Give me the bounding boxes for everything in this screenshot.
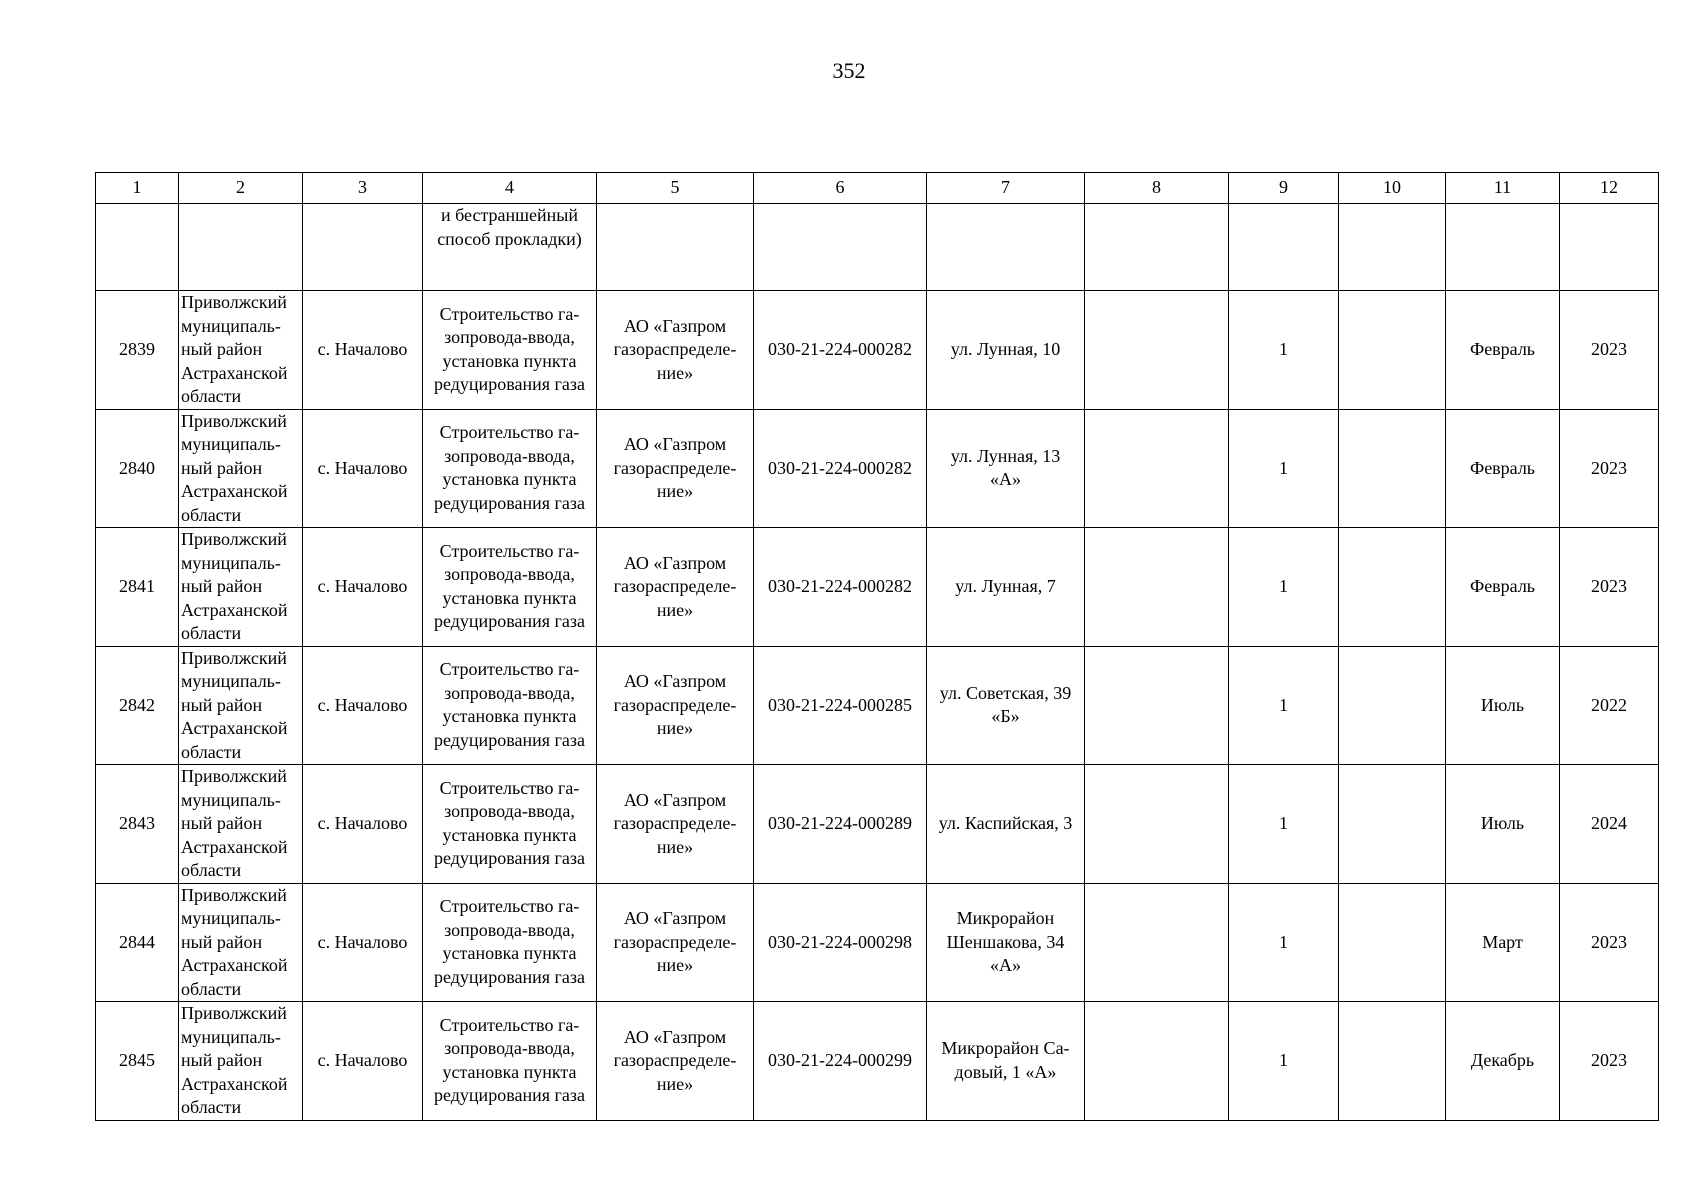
cell-line: АО «Газпром: [623, 552, 727, 573]
column-header: 3: [303, 173, 423, 204]
cell-line: области: [181, 504, 242, 525]
settlement-cell: с. Началово: [303, 646, 423, 765]
column-9-cell: 1: [1229, 765, 1339, 884]
object-code-cell: 030-21-224-000282: [754, 409, 927, 528]
cell-line: Астраханской: [181, 599, 288, 620]
table-row: [96, 1002, 1659, 1121]
column-10-cell: [1339, 646, 1446, 765]
column-9-cell: 1: [1229, 1002, 1339, 1121]
table-row: [96, 409, 1659, 528]
settlement-cell: с. Началово: [303, 409, 423, 528]
table-cell: [1446, 204, 1560, 291]
address-cell: [927, 646, 1085, 765]
cell-line: Строительство га-: [439, 659, 580, 680]
column-9-cell: 1: [1229, 291, 1339, 410]
organization-cell: [597, 291, 754, 410]
cell-line: ный район: [181, 694, 263, 715]
table-cell: [1560, 204, 1659, 291]
table-row: [96, 291, 1659, 410]
row-number-cell: 2839: [96, 291, 179, 410]
table-row: [96, 528, 1659, 647]
header-row: [96, 173, 1659, 204]
cell-line: ный район: [181, 931, 263, 952]
table-row: [96, 765, 1659, 884]
table-cell: [96, 204, 179, 291]
district-cell: [179, 1002, 303, 1121]
address-cell: [927, 409, 1085, 528]
table-cell: [597, 204, 754, 291]
table-row: [96, 883, 1659, 1002]
cell-line: редуцирования газа: [434, 611, 585, 632]
continued-work-cell: [423, 204, 597, 291]
cell-line: ул. Лунная, 13: [950, 445, 1061, 466]
cell-line: муниципаль-: [181, 1026, 281, 1047]
year-cell: 2023: [1560, 291, 1659, 410]
table-cell: [1339, 204, 1446, 291]
address-cell: [927, 765, 1085, 884]
object-code-cell: 030-21-224-000282: [754, 291, 927, 410]
cell-line: ул. Лунная, 7: [955, 576, 1056, 596]
cell-line: ние»: [656, 481, 694, 501]
object-code-cell: 030-21-224-000289: [754, 765, 927, 884]
work-cell: [423, 409, 597, 528]
cell-line: области: [181, 741, 242, 762]
cell-line: Астраханской: [181, 481, 288, 501]
cell-line: редуцирования газа: [434, 966, 585, 987]
cell-line: газораспределе-: [613, 576, 737, 596]
row-number-cell: 2842: [96, 646, 179, 765]
cell-line: газораспределе-: [613, 339, 737, 359]
cell-line: муниципаль-: [181, 671, 281, 691]
cell-line: ул. Каспийская, 3: [938, 813, 1073, 833]
cell-line: зопровода-ввода,: [444, 564, 575, 585]
column-8-cell: [1085, 528, 1229, 647]
month-cell: Июль: [1446, 765, 1560, 884]
cell-line: АО «Газпром: [623, 315, 727, 336]
column-8-cell: [1085, 409, 1229, 528]
address-cell: [927, 528, 1085, 647]
work-cell: [423, 765, 597, 884]
continuation-row: [96, 204, 1659, 291]
cell-line: ный район: [181, 576, 263, 596]
cell-line: области: [181, 978, 242, 999]
settlement-cell: с. Началово: [303, 528, 423, 647]
cell-line: газораспределе-: [613, 457, 737, 478]
organization-cell: [597, 765, 754, 884]
cell-line: редуцирования газа: [434, 1085, 585, 1106]
settlement-cell: с. Началово: [303, 1002, 423, 1121]
district-cell: [179, 883, 303, 1002]
cell-line: способ прокладки): [437, 228, 582, 249]
address-cell: [927, 291, 1085, 410]
table-row: [96, 646, 1659, 765]
cell-line: редуцирования газа: [434, 492, 585, 513]
column-9-cell: 1: [1229, 883, 1339, 1002]
row-number-cell: 2844: [96, 883, 179, 1002]
cell-line: газораспределе-: [613, 694, 737, 715]
cell-line: Микрорайон Са-: [941, 1038, 1070, 1059]
cell-line: зопровода-ввода,: [444, 919, 575, 940]
cell-line: муниципаль-: [181, 789, 281, 810]
cell-line: ул. Лунная, 10: [950, 339, 1061, 359]
organization-cell: [597, 409, 754, 528]
cell-line: муниципаль-: [181, 552, 281, 573]
organization-cell: [597, 883, 754, 1002]
table-cell: [1085, 204, 1229, 291]
cell-line: «А»: [990, 469, 1021, 490]
column-8-cell: [1085, 1002, 1229, 1121]
table-cell: [754, 204, 927, 291]
cell-line: «А»: [990, 955, 1021, 975]
work-cell: [423, 291, 597, 410]
cell-line: Астраханской: [181, 718, 288, 738]
object-code-cell: 030-21-224-000285: [754, 646, 927, 765]
cell-line: Приволжский: [181, 410, 287, 431]
column-10-cell: [1339, 765, 1446, 884]
row-number-cell: 2840: [96, 409, 179, 528]
month-cell: Февраль: [1446, 409, 1560, 528]
cell-line: установка пункта: [442, 706, 577, 727]
cell-line: Приволжский: [181, 529, 287, 549]
row-number-cell: 2843: [96, 765, 179, 884]
organization-cell: [597, 1002, 754, 1121]
work-cell: [423, 1002, 597, 1121]
cell-line: установка пункта: [442, 1061, 577, 1082]
year-cell: 2023: [1560, 528, 1659, 647]
column-9-cell: 1: [1229, 409, 1339, 528]
cell-line: установка пункта: [442, 587, 577, 608]
cell-line: зопровода-ввода,: [444, 682, 575, 703]
cell-line: установка пункта: [442, 943, 577, 964]
cell-line: зопровода-ввода,: [444, 1038, 575, 1059]
cell-line: Строительство га-: [439, 896, 580, 917]
column-header: 11: [1446, 173, 1560, 204]
work-cell: [423, 646, 597, 765]
cell-line: области: [181, 623, 242, 643]
month-cell: Март: [1446, 883, 1560, 1002]
cell-line: муниципаль-: [181, 908, 281, 928]
cell-line: области: [181, 386, 242, 406]
cell-line: газораспределе-: [613, 931, 737, 952]
cell-line: муниципаль-: [181, 434, 281, 454]
cell-line: ние»: [656, 1073, 694, 1094]
district-cell: [179, 528, 303, 647]
table-cell: [179, 204, 303, 291]
column-header: 6: [754, 173, 927, 204]
cell-line: Астраханской: [181, 955, 288, 975]
organization-cell: [597, 646, 754, 765]
cell-line: Приволжский: [181, 1003, 287, 1023]
column-8-cell: [1085, 883, 1229, 1002]
year-cell: 2022: [1560, 646, 1659, 765]
object-code-cell: 030-21-224-000298: [754, 883, 927, 1002]
district-cell: [179, 291, 303, 410]
cell-line: АО «Газпром: [623, 671, 727, 691]
cell-line: Микрорайон: [956, 908, 1055, 928]
cell-line: муниципаль-: [181, 315, 281, 336]
cell-line: ул. Советская, 39: [939, 682, 1072, 703]
cell-line: зопровода-ввода,: [444, 327, 575, 348]
column-header: 2: [179, 173, 303, 204]
cell-line: Приволжский: [181, 884, 287, 905]
column-header: 5: [597, 173, 754, 204]
cell-line: «Б»: [991, 706, 1020, 727]
year-cell: 2023: [1560, 1002, 1659, 1121]
cell-line: Приволжский: [181, 292, 287, 312]
cell-line: установка пункта: [442, 469, 577, 490]
cell-line: и бестраншейный: [440, 205, 579, 225]
cell-line: ние»: [656, 955, 694, 975]
work-cell: [423, 883, 597, 1002]
cell-line: ный район: [181, 1050, 263, 1070]
cell-line: Астраханской: [181, 1073, 288, 1094]
cell-line: ние»: [656, 718, 694, 738]
cell-line: установка пункта: [442, 824, 577, 845]
settlement-cell: с. Началово: [303, 765, 423, 884]
cell-line: Шеншакова, 34: [946, 931, 1065, 952]
column-header: 9: [1229, 173, 1339, 204]
address-cell: [927, 1002, 1085, 1121]
column-10-cell: [1339, 1002, 1446, 1121]
district-cell: [179, 646, 303, 765]
column-10-cell: [1339, 291, 1446, 410]
year-cell: 2024: [1560, 765, 1659, 884]
object-code-cell: 030-21-224-000299: [754, 1002, 927, 1121]
month-cell: Июль: [1446, 646, 1560, 765]
address-cell: [927, 883, 1085, 1002]
cell-line: зопровода-ввода,: [444, 801, 575, 822]
column-header: 7: [927, 173, 1085, 204]
column-header: 4: [423, 173, 597, 204]
year-cell: 2023: [1560, 883, 1659, 1002]
settlement-cell: с. Началово: [303, 291, 423, 410]
cell-line: Строительство га-: [439, 422, 580, 443]
cell-line: довый, 1 «А»: [954, 1061, 1057, 1082]
row-number-cell: 2845: [96, 1002, 179, 1121]
organization-cell: [597, 528, 754, 647]
cell-line: ние»: [656, 599, 694, 620]
data-table: [95, 172, 1659, 1121]
cell-line: АО «Газпром: [623, 789, 727, 810]
cell-line: Приволжский: [181, 647, 287, 668]
column-header: 10: [1339, 173, 1446, 204]
year-cell: 2023: [1560, 409, 1659, 528]
column-8-cell: [1085, 291, 1229, 410]
column-10-cell: [1339, 409, 1446, 528]
column-header: 8: [1085, 173, 1229, 204]
cell-line: Приволжский: [181, 766, 287, 786]
column-header: 12: [1560, 173, 1659, 204]
month-cell: Декабрь: [1446, 1002, 1560, 1121]
cell-line: ние»: [656, 362, 694, 383]
cell-line: редуцирования газа: [434, 848, 585, 869]
column-8-cell: [1085, 765, 1229, 884]
cell-line: АО «Газпром: [623, 1026, 727, 1047]
row-number-cell: 2841: [96, 528, 179, 647]
table-cell: [303, 204, 423, 291]
cell-line: Строительство га-: [439, 777, 580, 798]
column-10-cell: [1339, 883, 1446, 1002]
page-number: 352: [832, 58, 866, 83]
cell-line: газораспределе-: [613, 1050, 737, 1070]
cell-line: ный район: [181, 457, 263, 478]
cell-line: газораспределе-: [613, 813, 737, 833]
object-code-cell: 030-21-224-000282: [754, 528, 927, 647]
settlement-cell: с. Началово: [303, 883, 423, 1002]
cell-line: редуцирования газа: [434, 729, 585, 750]
cell-line: ние»: [656, 836, 694, 857]
cell-line: Строительство га-: [439, 1014, 580, 1035]
cell-line: Строительство га-: [439, 540, 580, 561]
district-cell: [179, 409, 303, 528]
column-10-cell: [1339, 528, 1446, 647]
column-9-cell: 1: [1229, 646, 1339, 765]
column-8-cell: [1085, 646, 1229, 765]
cell-line: Строительство га-: [439, 303, 580, 324]
cell-line: редуцирования газа: [434, 374, 585, 395]
month-cell: Февраль: [1446, 291, 1560, 410]
cell-line: АО «Газпром: [623, 434, 727, 454]
cell-line: области: [181, 1097, 242, 1117]
cell-line: установка пункта: [442, 350, 577, 371]
cell-line: области: [181, 860, 242, 880]
cell-line: ный район: [181, 339, 263, 359]
month-cell: Февраль: [1446, 528, 1560, 647]
table-cell: [927, 204, 1085, 291]
cell-line: ный район: [181, 813, 263, 833]
district-cell: [179, 765, 303, 884]
work-cell: [423, 528, 597, 647]
cell-line: Астраханской: [181, 362, 288, 383]
cell-line: АО «Газпром: [623, 908, 727, 928]
cell-line: зопровода-ввода,: [444, 445, 575, 466]
table-cell: [1229, 204, 1339, 291]
cell-line: Астраханской: [181, 836, 288, 857]
column-header: 1: [96, 173, 179, 204]
column-9-cell: 1: [1229, 528, 1339, 647]
